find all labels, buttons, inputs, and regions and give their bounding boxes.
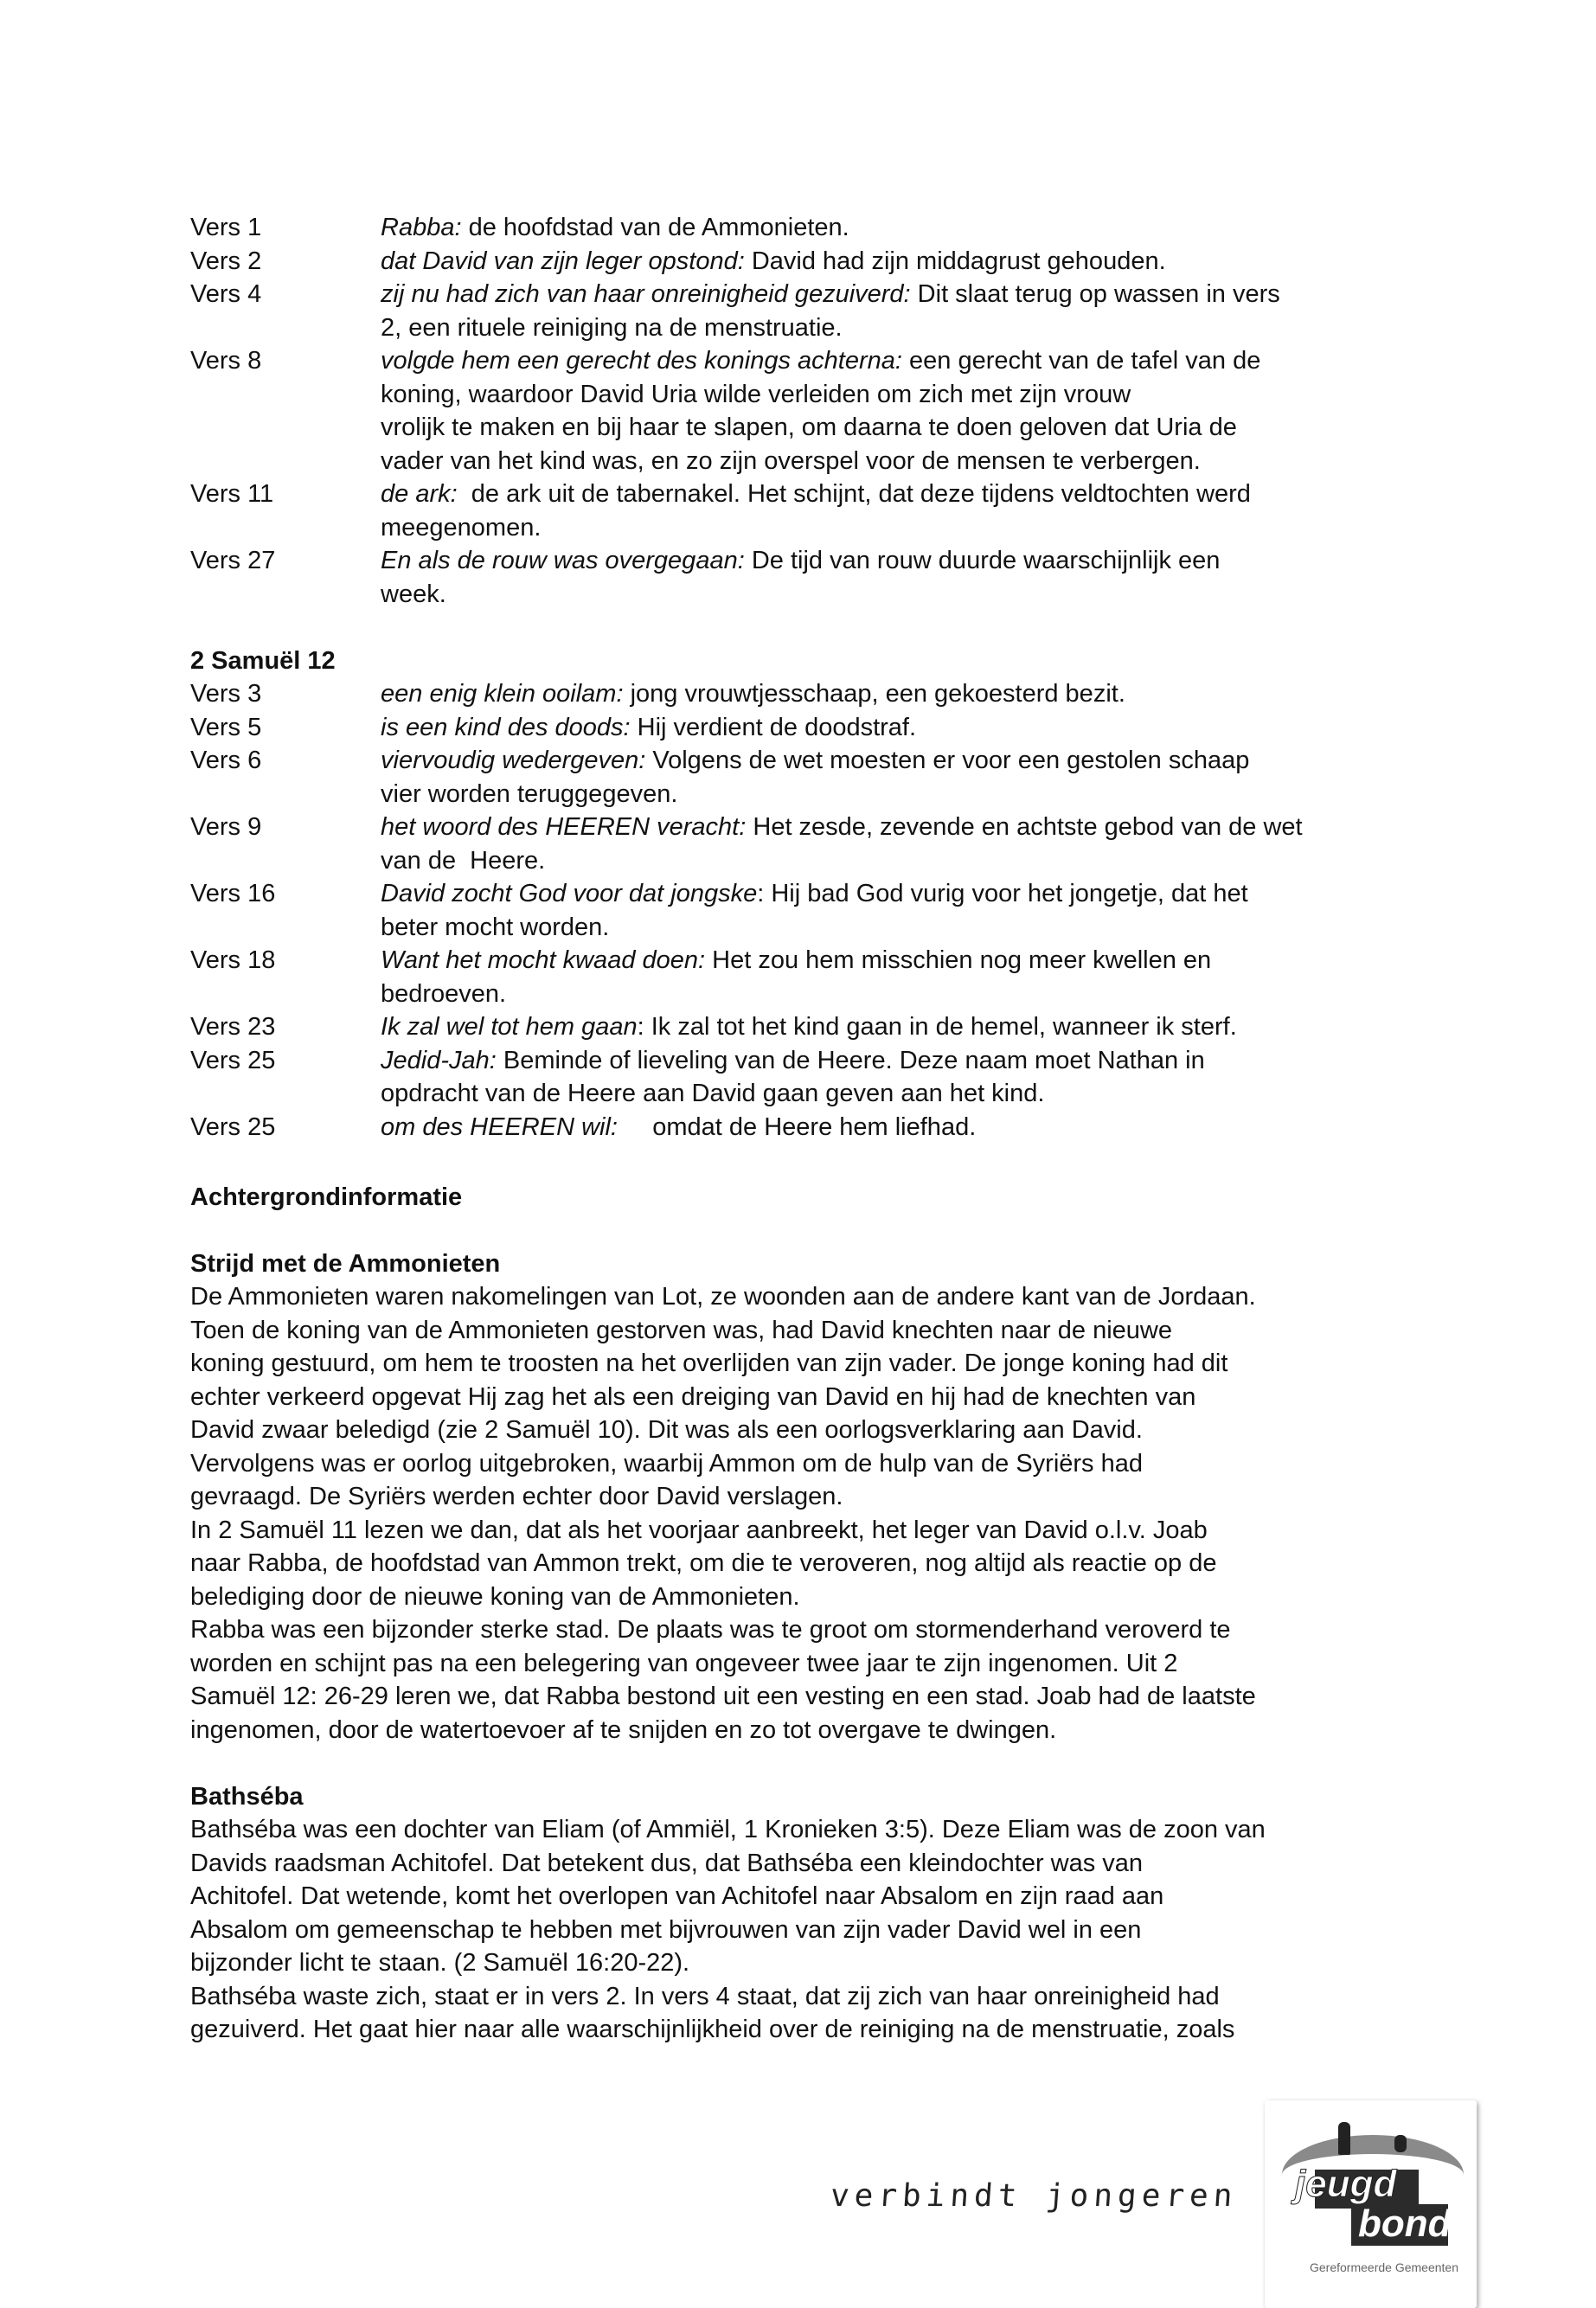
verse-explanation: meegenomen. — [381, 513, 542, 542]
logo-subtitle: Gereformeerde Gemeenten — [1310, 2260, 1458, 2274]
verse-note — [190, 1111, 1419, 1144]
paragraph-line: Achitofel. Dat wetende, komt het overlopen van Achitofel naar Absalom en zijn raad aan — [190, 1882, 1164, 1910]
verse-explanation: : Hij bad God vurig voor het jongetje, dat het — [757, 880, 1248, 907]
verse-note — [190, 278, 1419, 344]
verse-line — [381, 811, 1419, 844]
verse-label: Vers 27 — [190, 547, 276, 574]
paragraph-line: ingenomen, door de watertoevoer af te snijden en zo tot overgave te dwingen. — [190, 1715, 1057, 1744]
verse-label: Vers 23 — [190, 1013, 276, 1041]
verse-explanation: Hij verdient de doodstraf. — [630, 713, 917, 741]
verse-term: viervoudig wedergeven: — [381, 747, 646, 774]
verse-note — [190, 1044, 1419, 1111]
verse-term: Rabba: — [381, 214, 462, 241]
verse-term: David zocht God voor dat jongske — [381, 880, 758, 907]
verse-label: Vers 8 — [190, 347, 262, 375]
verse-text — [381, 245, 1419, 279]
heading-strijd: Strijd met de Ammonieten — [190, 1249, 501, 1278]
verse-term: de ark: — [381, 480, 458, 508]
verse-line — [381, 677, 1419, 711]
verse-term: is een kind des doods: — [381, 713, 631, 741]
paragraph-line: belediging door de nieuwe koning van de Ammonieten. — [190, 1582, 800, 1611]
verse-explanation: Dit slaat terug op wassen in vers — [910, 280, 1280, 308]
section-heading-2-samuel-12: 2 Samuël 12 — [190, 646, 336, 675]
paragraph-line: Vervolgens was er oorlog uitgebroken, waarbij Ammon om de hulp van de Syriërs had — [190, 1449, 1143, 1478]
verse-explanation: Het zesde, zevende en achtste gebod van de wet — [746, 813, 1303, 841]
verse-explanation: omdat de Heere hem liefhad. — [617, 1112, 977, 1141]
verse-note — [190, 1010, 1419, 1044]
paragraph-line: worden en schijnt pas na een belegering van ongeveer twee jaar te zijn ingenomen. Uit 2 — [190, 1649, 1178, 1677]
paragraph-line: gevraagd. De Syriërs werden echter door David verslagen. — [190, 1483, 843, 1510]
verse-note — [190, 211, 1419, 245]
verse-term: zij nu had zich van haar onreinigheid gezuiverd: — [381, 280, 911, 308]
verse-line — [381, 877, 1419, 911]
verse-term: het woord des HEEREN veracht: — [381, 813, 747, 841]
verse-label: Vers 16 — [190, 880, 276, 907]
verse-explanation: een gerecht van de tafel van de — [901, 347, 1261, 375]
verse-explanation: opdracht van de Heere aan David gaan geven aan het kind. — [381, 1080, 1045, 1107]
verse-explanation: vader van het kind was, en zo zijn overspel voor de mensen te verbergen. — [381, 446, 1201, 475]
jeugdbond-logo — [1265, 2100, 1477, 2308]
verse-text — [381, 544, 1419, 611]
verse-text — [381, 211, 1419, 245]
verse-line — [381, 1044, 1419, 1078]
verse-line — [381, 1077, 1419, 1111]
verse-explanation: bedroeven. — [381, 979, 507, 1008]
paragraph-line: Toen de koning van de Ammonieten gestorven was, had David knechten naar de nieuwe — [190, 1316, 1172, 1344]
verse-line — [381, 211, 1419, 245]
paragraph-line: David zwaar beledigd (zie 2 Samuël 10). Dit was als een oorlogsverklaring aan David. — [190, 1416, 1143, 1444]
verse-term: Want het mocht kwaad doen: — [381, 946, 706, 974]
verse-explanation: de hoofdstad van de Ammonieten. — [461, 214, 849, 241]
verse-term: dat David van zijn leger opstond: — [381, 247, 745, 275]
paragraph-line: Absalom om gemeenschap te hebben met bijvrouwen van zijn vader David wel in een — [190, 1915, 1142, 1944]
verse-note — [190, 877, 1419, 944]
verse-label: Vers 6 — [190, 747, 262, 774]
verse-line — [381, 278, 1419, 311]
verse-line — [381, 411, 1419, 445]
verse-note — [190, 744, 1419, 811]
verse-line — [381, 711, 1419, 745]
footer-tagline: verbindt jongeren — [829, 2178, 1239, 2214]
verse-line — [381, 744, 1419, 778]
verse-text — [381, 877, 1419, 944]
logo-word-bond: bond — [1358, 2202, 1452, 2245]
heading-achtergrondinformatie: Achtergrondinformatie — [190, 1183, 463, 1211]
paragraph-line: Samuël 12: 26-29 leren we, dat Rabba bestond uit een vesting en een stad. Joab had de laatste — [190, 1683, 1256, 1710]
paragraph-bathseba — [190, 1813, 1419, 2047]
verse-line — [381, 311, 1419, 345]
verse-label: Vers 1 — [190, 214, 262, 241]
verse-explanation: Volgens de wet moesten er voor een gestolen schaap — [645, 747, 1250, 774]
verse-line — [381, 378, 1419, 412]
verse-explanation: De tijd van rouw duurde waarschijnlijk een — [744, 547, 1221, 574]
verse-label: Vers 2 — [190, 247, 262, 275]
verse-text — [381, 811, 1419, 877]
paragraph-line: Rabba was een bijzonder sterke stad. De plaats was te groot om stormenderhand veroverd te — [190, 1616, 1231, 1644]
verse-term: een enig klein ooilam: — [381, 680, 624, 708]
paragraph-line: naar Rabba, de hoofdstad van Ammon trekt, om die te veroveren, nog altijd als reactie op de — [190, 1549, 1217, 1577]
verse-term: Jedid-Jah: — [381, 1046, 497, 1074]
verse-explanation: jong vrouwtjesschaap, een gekoesterd bezit. — [623, 680, 1125, 708]
verse-text — [381, 1010, 1419, 1044]
verse-term: En als de rouw was overgegaan: — [381, 547, 745, 574]
verse-label: Vers 11 — [190, 480, 274, 508]
verse-line — [381, 578, 1419, 612]
verse-explanation: Beminde of lieveling van de Heere. Deze naam moet Nathan in — [496, 1046, 1205, 1074]
verse-text — [381, 478, 1419, 544]
verse-notes-2-samuel-12 — [190, 677, 1419, 1144]
verse-line — [381, 245, 1419, 279]
paragraph-line: gezuiverd. Het gaat hier naar alle waarschijnlijkheid over de reiniging na de menstruatie, zoals — [190, 2016, 1235, 2043]
verse-line — [381, 1111, 1419, 1144]
verse-line — [381, 445, 1419, 478]
verse-explanation: van de Heere. — [381, 846, 546, 875]
verse-explanation: 2, een rituele reiniging na de menstruatie. — [381, 313, 843, 342]
verse-explanation: koning, waardoor David Uria wilde verleiden om zich met zijn vrouw — [381, 380, 1131, 408]
verse-explanation: David had zijn middagrust gehouden. — [744, 247, 1166, 275]
verse-note — [190, 677, 1419, 711]
verse-line — [381, 1010, 1419, 1044]
verse-line — [381, 478, 1419, 511]
verse-explanation: beter mocht worden. — [381, 913, 610, 941]
verse-line — [381, 844, 1419, 878]
verse-label: Vers 4 — [190, 280, 262, 308]
verse-note — [190, 245, 1419, 279]
verse-note — [190, 544, 1419, 611]
paragraph-line: koning gestuurd, om hem te troosten na het overlijden van zijn vader. De jonge koning had dit — [190, 1350, 1228, 1377]
paragraph-line: bijzonder licht te staan. (2 Samuël 16:20-22). — [190, 1949, 690, 1977]
verse-note — [190, 811, 1419, 877]
verse-term: volgde hem een gerecht des konings achterna: — [381, 347, 902, 375]
verse-note — [190, 478, 1419, 544]
verse-explanation: vier worden teruggegeven. — [381, 779, 678, 808]
paragraph-line: Bathséba was een dochter van Eliam (of Ammiël, 1 Kronieken 3:5). Deze Eliam was de zoon van — [190, 1816, 1266, 1843]
verse-label: Vers 18 — [190, 946, 276, 974]
verse-text — [381, 944, 1419, 1010]
verse-text — [381, 677, 1419, 711]
verse-label: Vers 25 — [190, 1112, 276, 1141]
verse-term: om des HEEREN wil: — [381, 1112, 618, 1141]
paragraph-line: Bathséba waste zich, staat er in vers 2. In vers 4 staat, dat zij zich van haar onreinigheid had — [190, 1982, 1220, 2010]
document-body — [190, 211, 1419, 2047]
verse-text — [381, 744, 1419, 811]
verse-explanation: de ark uit de tabernakel. Het schijnt, dat deze tijdens veldtochten werd — [457, 480, 1251, 508]
verse-explanation: vrolijk te maken en bij haar te slapen, om daarna te doen geloven dat Uria de — [381, 414, 1237, 441]
logo-figure-icon — [1394, 2135, 1407, 2152]
verse-label: Vers 25 — [190, 1046, 276, 1074]
verse-text — [381, 711, 1419, 745]
verse-text — [381, 278, 1419, 344]
verse-line — [381, 778, 1419, 811]
verse-explanation: week. — [381, 580, 446, 608]
paragraph-line: Davids raadsman Achitofel. Dat betekent dus, dat Bathséba een kleindochter was van — [190, 1849, 1144, 1877]
verse-line — [381, 978, 1419, 1011]
paragraph-line: De Ammonieten waren nakomelingen van Lot, ze woonden aan de andere kant van de Jordaan. — [190, 1283, 1256, 1311]
verse-line — [381, 944, 1419, 978]
verse-note — [190, 711, 1419, 745]
verse-line — [381, 544, 1419, 578]
logo-figure-icon — [1338, 2122, 1350, 2155]
verse-line — [381, 511, 1419, 545]
verse-line — [381, 344, 1419, 378]
verse-note — [190, 944, 1419, 1010]
verse-label: Vers 9 — [190, 813, 262, 841]
verse-line — [381, 911, 1419, 945]
verse-label: Vers 5 — [190, 713, 262, 741]
verse-explanation: : Ik zal tot het kind gaan in de hemel, wanneer ik sterf. — [637, 1013, 1237, 1041]
verse-text — [381, 1111, 1419, 1144]
verse-label: Vers 3 — [190, 680, 262, 708]
verse-term: Ik zal wel tot hem gaan — [381, 1013, 638, 1041]
verse-note — [190, 344, 1419, 478]
verse-text — [381, 344, 1419, 478]
verse-explanation: Het zou hem misschien nog meer kwellen en — [705, 946, 1212, 974]
verse-notes-2-samuel-11 — [190, 211, 1419, 611]
paragraph-line: In 2 Samuël 11 lezen we dan, dat als het voorjaar aanbreekt, het leger van David o.l.v. Joab — [190, 1516, 1208, 1544]
logo-word-jeugd: jeugd — [1295, 2163, 1397, 2205]
paragraph-line: echter verkeerd opgevat Hij zag het als een dreiging van David en hij had de knechten van — [190, 1382, 1196, 1411]
verse-text — [381, 1044, 1419, 1111]
paragraph-strijd — [190, 1280, 1419, 1747]
heading-bathseba: Bathséba — [190, 1782, 304, 1811]
